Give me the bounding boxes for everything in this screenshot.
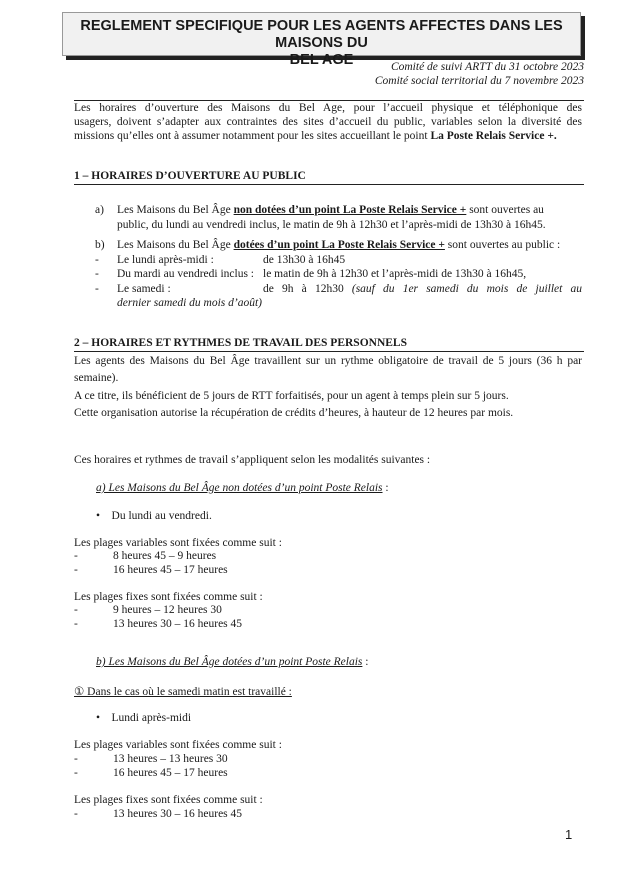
- range: 8 heures 45 – 9 heures: [113, 550, 217, 562]
- divider: [74, 184, 584, 185]
- schedule-label: Du mardi au vendredi inclus :: [117, 268, 255, 280]
- page-number: 1: [565, 827, 573, 842]
- intro-line: usagers, doivent s’adapter aux contraintes des sites d’accueil du public, variables selon la diversité des: [74, 116, 582, 128]
- dash: -: [95, 283, 99, 295]
- label: Les plages variables sont fixées comme suit :: [74, 739, 282, 751]
- dash: -: [74, 808, 78, 820]
- bullet-item: • Lundi après-midi: [96, 712, 192, 724]
- schedule-label: Le samedi :: [117, 283, 171, 295]
- paragraph-line: A ce titre, ils bénéficient de 5 jours de RTT forfaitisés, pour un agent à temps plein sur 5 jours.: [74, 390, 509, 402]
- intro-line: Les horaires d’ouverture des Maisons du Bel Age, pour l’accueil physique et téléphonique des: [74, 102, 582, 114]
- range: 9 heures – 12 heures 30: [113, 604, 222, 616]
- case-heading: ① Dans le cas où le samedi matin est travaillé :: [74, 686, 292, 698]
- dash: -: [74, 550, 78, 562]
- divider: [74, 100, 584, 101]
- schedule-value: de 9h à 12h30 (sauf du 1er samedi du mois de juillet au: [263, 283, 582, 295]
- title-line-2: BEL AGE: [289, 52, 354, 68]
- subsection-b-heading: b) Les Maisons du Bel Âge dotées d’un point Poste Relais :: [96, 656, 369, 668]
- dash: -: [95, 268, 99, 280]
- meta-line: Comité social territorial du 7 novembre 2023: [374, 75, 584, 87]
- list-marker: b): [95, 239, 105, 251]
- paragraph-line: Ces horaires et rythmes de travail s’appliquent selon les modalités suivantes :: [74, 454, 431, 466]
- label: Les plages variables sont fixées comme suit :: [74, 537, 282, 549]
- title-line-1: REGLEMENT SPECIFIQUE POUR LES AGENTS AFFECTES DANS LES MAISONS DU: [80, 18, 563, 51]
- dash: -: [74, 753, 78, 765]
- range: 16 heures 45 – 17 heures: [113, 564, 228, 576]
- subsection-a-heading: a) Les Maisons du Bel Âge non dotées d’un point Poste Relais :: [96, 482, 389, 494]
- paragraph-line: semaine).: [74, 372, 119, 384]
- schedule-value: de 13h30 à 16h45: [263, 254, 346, 266]
- s1-a-line: public, du lundi au vendredi inclus, le matin de 9h à 12h30 et l’après-midi de 13h30 à 16h45.: [117, 219, 546, 231]
- dash: -: [74, 767, 78, 779]
- schedule-value: le matin de 9h à 12h30 et l’après-midi de 13h30 à 16h45,: [263, 268, 527, 280]
- intro-line: missions qu’elles ont à assumer notamment pour les sites accueillant le point La Poste Relais Service +.: [74, 130, 557, 142]
- divider: [74, 351, 584, 352]
- s1-a-line: Les Maisons du Bel Âge non dotées d’un point La Poste Relais Service + sont ouvertes au: [117, 204, 544, 216]
- range: 16 heures 45 – 17 heures: [113, 767, 228, 779]
- schedule-label: Le lundi après-midi :: [117, 254, 214, 266]
- schedule-note: dernier samedi du mois d’août): [117, 297, 263, 309]
- bullet-item: • Du lundi au vendredi.: [96, 510, 212, 522]
- section-2-heading: 2 – HORAIRES ET RYTHMES DE TRAVAIL DES PERSONNELS: [74, 337, 407, 349]
- section-1-heading: 1 – HORAIRES D’OUVERTURE AU PUBLIC: [74, 170, 306, 182]
- range: 13 heures 30 – 16 heures 45: [113, 618, 243, 630]
- dash: -: [95, 254, 99, 266]
- s1-b-line: Les Maisons du Bel Âge dotées d’un point La Poste Relais Service + sont ouvertes au public :: [117, 239, 561, 251]
- list-marker: a): [95, 204, 104, 216]
- range: 13 heures – 13 heures 30: [113, 753, 228, 765]
- range: 13 heures 30 – 16 heures 45: [113, 808, 243, 820]
- meta-line: Comité de suivi ARTT du 31 octobre 2023: [390, 61, 584, 73]
- dash: -: [74, 564, 78, 576]
- label: Les plages fixes sont fixées comme suit :: [74, 591, 263, 603]
- dash: -: [74, 618, 78, 630]
- paragraph-line: Cette organisation autorise la récupération de crédits d’heures, à hauteur de 12 heures par mois.: [74, 407, 514, 419]
- label: Les plages fixes sont fixées comme suit :: [74, 794, 263, 806]
- paragraph-line: Les agents des Maisons du Bel Âge travaillent sur un rythme obligatoire de travail de 5 jours (36 h par: [74, 355, 582, 367]
- dash: -: [74, 604, 78, 616]
